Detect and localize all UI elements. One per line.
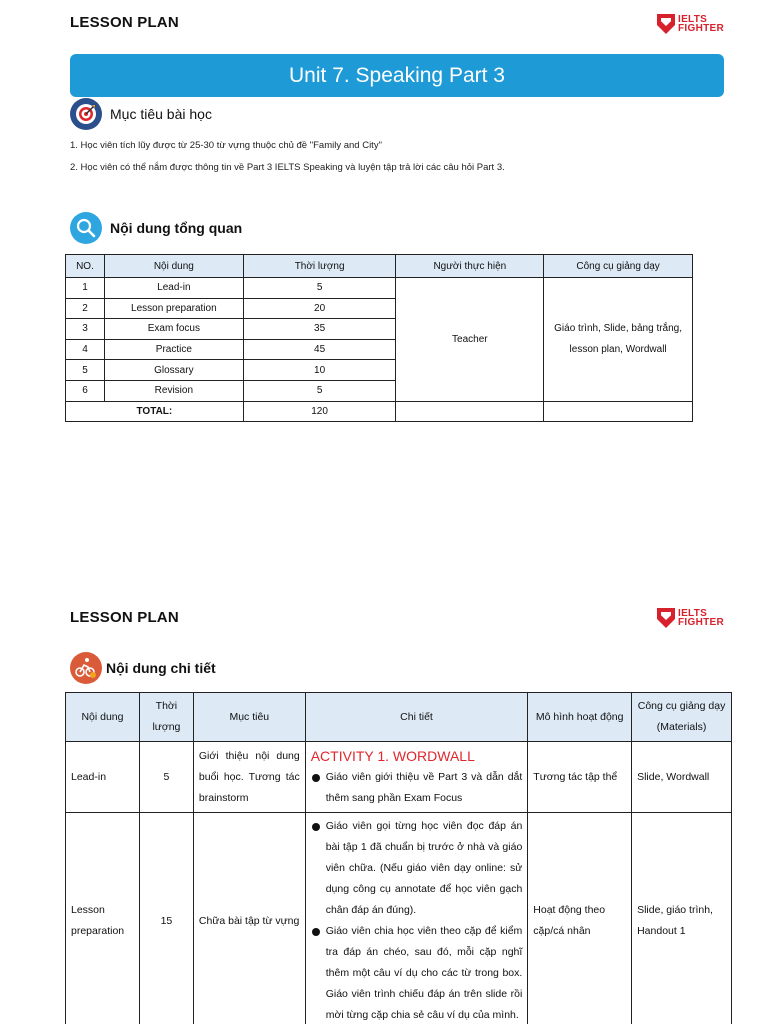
column-header: NO. xyxy=(66,255,105,278)
row-content: Revision xyxy=(104,380,243,401)
detail-heading xyxy=(70,652,216,684)
row-duration: 20 xyxy=(243,298,396,319)
overview-heading xyxy=(70,212,242,244)
row-duration: 45 xyxy=(243,339,396,360)
row-materials: Slide, giáo trình, Handout 1 xyxy=(632,813,732,1024)
target-icon xyxy=(70,98,102,130)
row-details xyxy=(305,742,528,813)
row-duration: 5 xyxy=(243,278,396,299)
empty-cell xyxy=(396,401,544,422)
unit-title: Unit 7. Speaking Part 3 xyxy=(289,63,505,87)
column-header: Chi tiết xyxy=(305,693,528,742)
row-model: Tương tác tập thể xyxy=(528,742,632,813)
row-no: 5 xyxy=(66,360,105,381)
performer-cell: Teacher xyxy=(396,278,544,402)
row-content: Lead-in xyxy=(66,742,140,813)
row-materials: Slide, Wordwall xyxy=(632,742,732,813)
objectives-heading xyxy=(70,98,212,130)
row-no: 2 xyxy=(66,298,105,319)
magnifier-icon xyxy=(70,212,102,244)
unit-banner xyxy=(70,54,724,97)
detail-table xyxy=(65,692,732,1024)
table-header-row xyxy=(66,255,693,278)
bullet-item: Giáo viên giới thiệu về Part 3 và dẫn dắt thêm sang phần Exam Focus xyxy=(311,767,523,809)
column-header: Nội dung xyxy=(104,255,243,278)
column-header: Thời lượng xyxy=(243,255,396,278)
column-header: Công cụ giảng dạy (Materials) xyxy=(632,693,732,742)
empty-cell xyxy=(544,401,693,422)
total-value: 120 xyxy=(243,401,396,422)
total-label: TOTAL: xyxy=(66,401,244,422)
row-duration: 15 xyxy=(139,813,193,1024)
column-header: Mục tiêu xyxy=(193,693,305,742)
bullet-item: Giáo viên gọi từng học viên đọc đáp án bài tập 1 đã chuẩn bị trước ở nhà và giáo viên chữa. (Nếu giáo viên dạy online: sử dụng công cụ annotate để học viên gạch chân đáp án đúng). xyxy=(311,816,523,921)
cyclist-gear-icon xyxy=(70,652,102,684)
row-content: Practice xyxy=(104,339,243,360)
shield-icon xyxy=(657,14,675,34)
column-header: Nội dung xyxy=(66,693,140,742)
column-header: Công cụ giảng dạy xyxy=(544,255,693,278)
row-no: 6 xyxy=(66,380,105,401)
bullet-item: Giáo viên chia học viên theo cặp để kiểm tra đáp án chéo, sau đó, mỗi cặp nghĩ thêm một câu ví dụ cho các từ trong box. Giáo viên trình chiếu đáp án trên slide rồi mời từng cặp chia sẻ câu ví dụ của mình. xyxy=(311,921,523,1024)
lesson-plan-title: LESSON PLAN xyxy=(70,14,179,31)
row-duration: 35 xyxy=(243,319,396,340)
column-header: Mô hình hoạt động xyxy=(528,693,632,742)
objective-item: 1. Học viên tích lũy được từ 25-30 từ vựng thuộc chủ đề "Family and City" xyxy=(70,140,382,151)
row-no: 4 xyxy=(66,339,105,360)
table-row xyxy=(66,278,693,299)
table-header-row xyxy=(66,693,732,742)
objective-item: 2. Học viên có thể nắm được thông tin về Part 3 IELTS Speaking và luyện tập trả lời các câu hỏi Part 3. xyxy=(70,162,505,173)
row-goal: Chữa bài tập từ vựng xyxy=(193,813,305,1024)
row-duration: 10 xyxy=(243,360,396,381)
row-content: Glossary xyxy=(104,360,243,381)
row-content: Exam focus xyxy=(104,319,243,340)
total-row xyxy=(66,401,693,422)
detail-label: Nội dung chi tiết xyxy=(106,660,216,676)
row-content: Lesson preparation xyxy=(104,298,243,319)
ielts-fighter-logo: IELTS FIGHTER xyxy=(657,608,724,628)
row-no: 1 xyxy=(66,278,105,299)
activity-title: ACTIVITY 1. WORDWALL xyxy=(310,748,475,764)
row-duration: 5 xyxy=(139,742,193,813)
column-header: Người thực hiện xyxy=(396,255,544,278)
row-goal: Giới thiệu nội dung buổi học. Tương tác brainstorm xyxy=(193,742,305,813)
row-content: Lead-in xyxy=(104,278,243,299)
ielts-fighter-logo: IELTS FIGHTER xyxy=(657,14,724,34)
shield-icon xyxy=(657,608,675,628)
page-2 xyxy=(0,590,768,1024)
column-header: Thời lượng xyxy=(139,693,193,742)
lesson-plan-title: LESSON PLAN xyxy=(70,609,179,626)
table-row xyxy=(66,813,732,1024)
row-details xyxy=(305,813,528,1024)
row-duration: 5 xyxy=(243,380,396,401)
objectives-label: Mục tiêu bài học xyxy=(110,106,212,122)
row-no: 3 xyxy=(66,319,105,340)
overview-label: Nội dung tổng quan xyxy=(110,220,243,236)
row-model: Hoạt động theo cặp/cá nhân xyxy=(528,813,632,1024)
row-content: Lesson preparation xyxy=(66,813,140,1024)
tools-cell: Giáo trình, Slide, bảng trắng, lesson plan, Wordwall xyxy=(544,278,693,402)
overview-table xyxy=(65,254,693,422)
table-row xyxy=(66,742,732,813)
